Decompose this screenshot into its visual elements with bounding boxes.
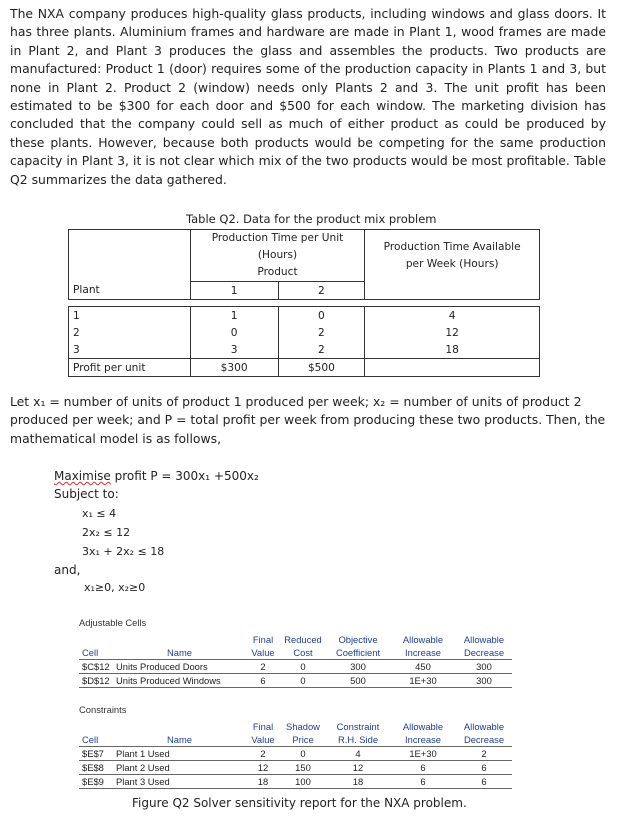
report-cell: 12 [326,761,390,775]
table-row [79,747,512,761]
objective-function: profit P = 300x₁ +500x₂ [114,469,259,483]
report-cell: 100 [280,775,326,789]
table-row [79,674,512,688]
report-header: Cell [82,647,99,658]
report-cell: $E$7 [79,747,113,761]
report-cell: 150 [280,761,326,775]
report-header: Cell [82,734,99,745]
report-header [113,633,246,646]
report-header: Name [166,734,192,745]
constraints-title: Constraints [79,704,127,715]
report-cell: 6 [246,674,280,688]
table-cell: 2 [278,341,365,359]
nonnegativity: x₁≥0, x₂≥0 [84,581,146,594]
table-cell: 0 [278,307,365,325]
report-cell: 18 [326,775,390,789]
constraint-3: 3x₁ + 2x₂ ≤ 18 [82,545,165,558]
report-cell: 18 [246,775,280,789]
table-cell: 18 [365,341,540,359]
table-row: 2 [69,324,191,341]
report-cell: 0 [280,747,326,761]
constraint-1: x₁ ≤ 4 [82,507,117,520]
report-cell: Plant 2 Used [113,761,246,775]
report-cell: 1E+30 [390,674,456,688]
report-cell: Plant 1 Used [113,747,246,761]
report-cell: 2 [246,747,280,761]
profit-label: Profit per unit [69,359,191,377]
report-cell: $C$12 [79,660,113,674]
report-header: R.H. Side [337,734,379,745]
profit-p2: $500 [278,359,365,377]
report-cell: Units Produced Windows [113,674,246,688]
figure-caption: Figure Q2 Solver sensitivity report for the NXA problem. [132,796,467,810]
report-cell: 500 [326,674,390,688]
table-cell: 12 [365,324,540,341]
table-cell: 3 [190,341,278,359]
report-header: Final [252,721,274,732]
report-header: Constraint [336,721,380,732]
report-cell: Units Produced Doors [113,660,246,674]
report-cell: 4 [326,747,390,761]
report-header: Decrease [463,734,505,745]
report-cell: 2 [246,660,280,674]
report-cell: $E$8 [79,761,113,775]
report-header [79,720,113,733]
report-header: Final [252,634,274,645]
report-cell: 0 [280,674,326,688]
report-cell: 6 [390,761,456,775]
adjustable-cells-title: Adjustable Cells [79,617,147,628]
report-cell: 6 [390,775,456,789]
table-row [79,660,512,674]
report-header: Allowable [463,634,505,645]
report-header: Value [251,647,275,658]
report-header: Shadow [286,721,320,732]
report-header: Decrease [463,647,505,658]
report-cell: 300 [456,674,512,688]
profit-p1: $300 [190,359,278,377]
table-cell: 4 [365,307,540,325]
report-header: Increase [405,647,441,658]
objective-line [54,469,259,483]
table-q2 [68,229,540,377]
report-cell: $D$12 [79,674,113,688]
report-cell: 12 [246,761,280,775]
report-header [79,633,113,646]
constraints-report [79,704,512,789]
report-cell: 450 [390,660,456,674]
report-header: Price [292,734,314,745]
report-cell: 300 [326,660,390,674]
report-header: Value [251,734,275,745]
table-cell: 0 [190,324,278,341]
report-header [113,720,246,733]
report-cell: 6 [456,761,512,775]
maximise-word: Maximise [54,469,111,483]
report-cell: 1E+30 [390,747,456,761]
report-cell: 6 [456,775,512,789]
report-cell: 300 [456,660,512,674]
report-cell: Plant 3 Used [113,775,246,789]
product-col-2: 2 [278,282,365,300]
table-row: 3 [69,341,191,359]
report-header: Allowable [402,721,444,732]
table-row [79,761,512,775]
adjustable-cells-report [79,617,512,688]
report-header: Allowable [402,634,444,645]
report-header: Coefficient [335,647,381,658]
table-cell: 2 [278,324,365,341]
product-col-1: 1 [190,282,278,300]
table-row [79,775,512,789]
report-header: Reduced [284,634,322,645]
report-header: Objective [338,634,378,645]
subject-to: Subject to: [54,487,119,501]
intro-paragraph: The NXA company produces high-quality glass products, including windows and glass doors. It has three plants. Aluminium frames and hardware are made in Plant 1, wood frames are made in Plant 2, and Plant 3 produces the glass and assembles the products. Two products are manufactured: Product 1 (door) requires some of the production capacity in Plants 1 and 3, but none in Plant 2. Product 2 (window) needs only Plants 2 and 3. The unit profit has been estimated to be $300 for each door and $500 for each window. The marketing division has concluded that the company could sell as much of either product as could be produced by these plants. However, because both products would be competing for the same production capacity in Plant 3, it is not clear which mix of the two products would be most profitable. Table Q2 summarizes the data gathered. [10,6,606,187]
report-cell: $E$9 [79,775,113,789]
report-header: Cost [293,647,313,658]
and-label: and, [54,563,81,577]
table-q2-caption: Table Q2. Data for the product mix problem [186,212,437,226]
time-per-unit-header: Production Time per Unit (Hours) Product [190,230,365,282]
table-row: 1 [69,307,191,325]
constraint-2: 2x₂ ≤ 12 [82,526,131,539]
available-header: Production Time Available per Week (Hours) [365,230,540,282]
table-corner [69,230,191,248]
report-header: Increase [405,734,441,745]
definition-paragraph: Let x₁ = number of units of product 1 produced per week; x₂ = number of units of product 2 produced per week; and P = total profit per week from producing these two products. Then, the mathematical model is as follows, [10,394,606,446]
report-header: Name [166,647,192,658]
report-cell: 0 [280,660,326,674]
table-cell: 1 [190,307,278,325]
report-header: Allowable [463,721,505,732]
report-cell: 2 [456,747,512,761]
plant-label: Plant [69,282,191,300]
